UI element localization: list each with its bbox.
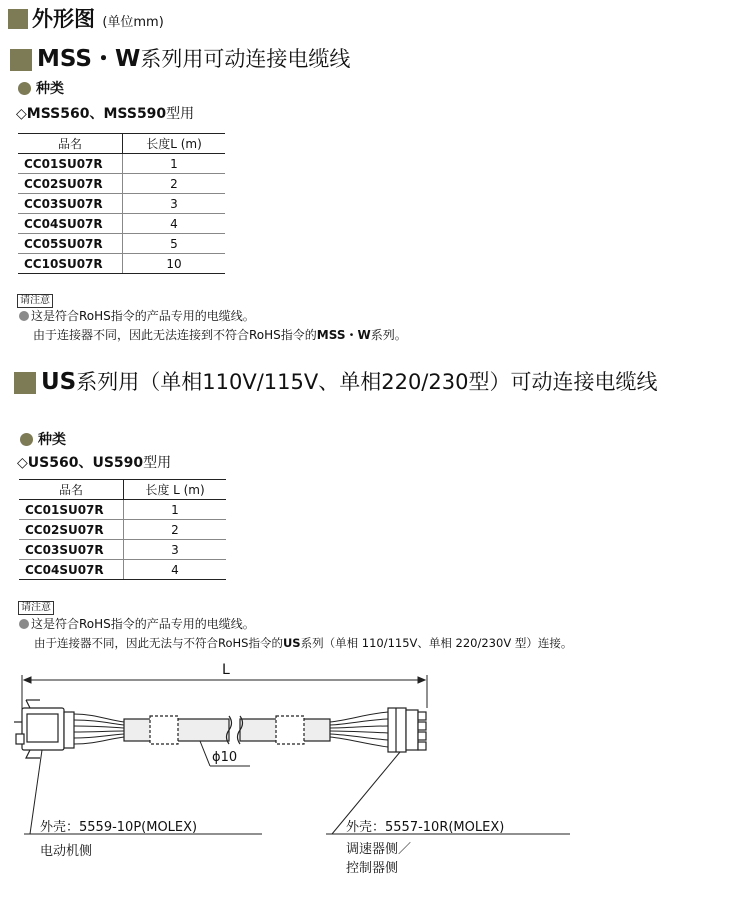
note-bullet-icon (19, 311, 29, 321)
product-name: CC01SU07R (18, 154, 123, 174)
diameter-label: ϕ10 (212, 750, 238, 765)
page-title (32, 7, 164, 35)
section2-square (14, 372, 36, 394)
left-connector (14, 700, 74, 758)
left-housing-label: 外壳：5559-10P(MOLEX) (40, 820, 198, 835)
section2-model-line (17, 454, 171, 472)
product-name: CC03SU07R (19, 540, 124, 560)
section1-title-bold: MSS・W (37, 46, 141, 72)
section2-note-line2-a: 由于连接器不同，因此无法与不符合RoHS指令的 (34, 636, 283, 650)
product-name: CC04SU07R (19, 560, 124, 580)
section1-model-bold: MSS560、MSS590 (26, 106, 167, 122)
section2-title-rest: 系列用（单相110V/115V、单相220/230型）可动连接电缆线 (76, 370, 658, 394)
product-length: 1 (124, 500, 227, 520)
section2-model-prefix: ◇ (17, 455, 28, 471)
section1-note-line2 (33, 328, 407, 343)
table-row (19, 500, 226, 520)
section1-kinds-bullet (18, 82, 31, 95)
section2-note-tag: 请注意 (18, 601, 54, 615)
section1-model-prefix: ◇ (16, 106, 27, 122)
table-row (19, 540, 226, 560)
right-wires (330, 712, 388, 747)
section2-kinds-label: 种类 (38, 432, 66, 448)
dimension-line (22, 675, 427, 712)
section1-title-rest: 系列用可动连接电缆线 (140, 47, 351, 71)
table-row (19, 520, 226, 540)
product-name: CC04SU07R (18, 214, 123, 234)
section2-note-line2 (34, 636, 572, 651)
section1-note-line1 (19, 309, 255, 324)
section2-kinds-bullet (20, 433, 33, 446)
section2-note-line1-text: 这是符合RoHS指令的产品专用的电缆线。 (31, 617, 255, 631)
section1-model-suffix: 型用 (166, 106, 195, 122)
section1-note-line2-c: 系列。 (370, 328, 407, 342)
section2-table (19, 479, 226, 580)
col-name-header: 品名 (19, 480, 124, 500)
table-row (18, 174, 225, 194)
table-header-row (19, 480, 226, 500)
product-length: 2 (123, 174, 226, 194)
title-square (8, 9, 28, 29)
section2-title-bold: US (41, 369, 77, 395)
product-length: 1 (123, 154, 226, 174)
product-name: CC03SU07R (18, 194, 123, 214)
section1-square (10, 49, 32, 71)
section1-note-line1-text: 这是符合RoHS指令的产品专用的电缆线。 (31, 309, 255, 323)
section2-note-line2-c: 系列（单相 110/115V、单相 220/230V 型）连接。 (300, 636, 573, 650)
product-length: 4 (124, 560, 227, 580)
table-row (18, 234, 225, 254)
left-side-label: 电动机侧 (40, 844, 93, 859)
table-row (18, 154, 225, 174)
col-name-header: 品名 (18, 134, 123, 154)
table-row (18, 254, 225, 274)
right-housing-label: 外壳：5557-10R(MOLEX) (346, 820, 505, 835)
section2-note-line1 (19, 617, 255, 632)
section1-note-line2-b: MSS・W (316, 328, 371, 342)
product-name: CC01SU07R (19, 500, 124, 520)
left-wires (74, 714, 124, 744)
cable-body (124, 716, 330, 744)
product-length: 2 (124, 520, 227, 540)
page-title-unit: (单位mm) (102, 15, 164, 30)
product-name: CC02SU07R (18, 174, 123, 194)
right-side-label-1: 调速器侧／ (346, 842, 412, 857)
table-row (18, 194, 225, 214)
table-row (18, 214, 225, 234)
section2-note-line2-b: US (282, 636, 301, 650)
product-length: 3 (124, 540, 227, 560)
product-name: CC05SU07R (18, 234, 123, 254)
section1-title (37, 46, 350, 72)
section1-note-line2-a: 由于连接器不同，因此无法连接到不符合RoHS指令的 (33, 328, 317, 342)
product-length: 3 (123, 194, 226, 214)
length-label: L (222, 662, 230, 678)
note-bullet-icon (19, 619, 29, 629)
product-name: CC02SU07R (19, 520, 124, 540)
col-length-header: 长度 L (m) (124, 480, 227, 500)
table-row (19, 560, 226, 580)
page-title-text: 外形图 (32, 7, 95, 31)
section1-model-line (16, 105, 194, 123)
product-length: 5 (123, 234, 226, 254)
product-name: CC10SU07R (18, 254, 123, 274)
col-length-header: 长度L (m) (123, 134, 226, 154)
section2-model-bold: US560、US590 (27, 455, 144, 471)
section1-note-tag: 请注意 (17, 294, 53, 308)
right-connector (388, 708, 426, 752)
section2-title (41, 369, 657, 395)
section2-model-suffix: 型用 (143, 455, 172, 471)
section1-kinds-label: 种类 (36, 81, 64, 97)
right-side-label-2: 控制器侧 (346, 861, 399, 876)
section1-table (18, 133, 225, 274)
product-length: 10 (123, 254, 226, 274)
product-length: 4 (123, 214, 226, 234)
table-header-row (18, 134, 225, 154)
